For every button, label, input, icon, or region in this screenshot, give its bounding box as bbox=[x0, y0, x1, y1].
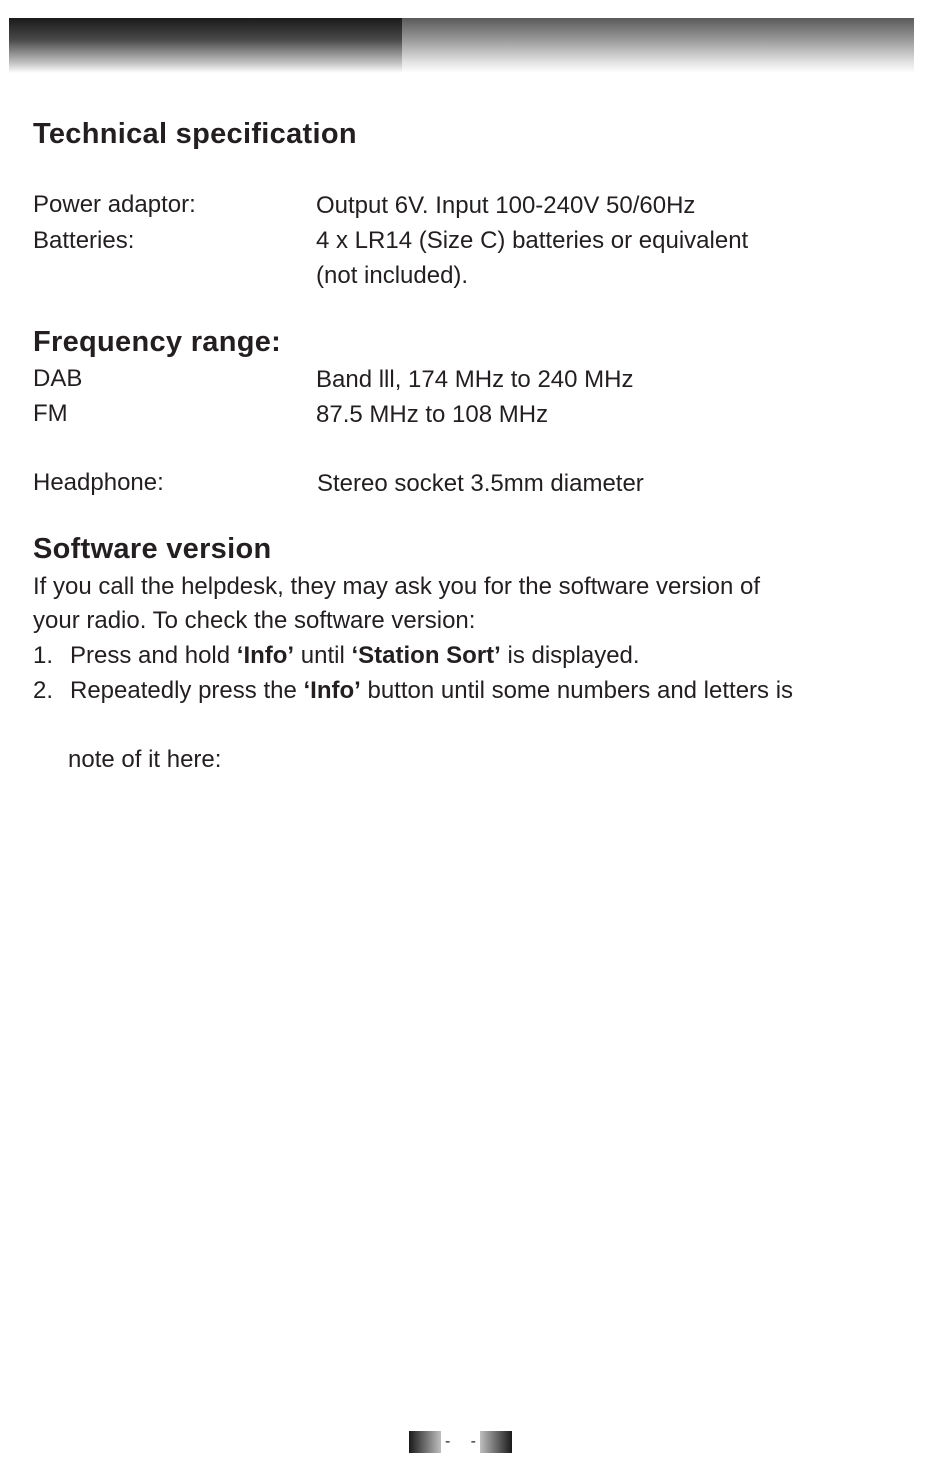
header-bar bbox=[9, 18, 914, 73]
page-number-dash-left: - bbox=[445, 1433, 451, 1450]
step-2-continued: note of it here: bbox=[68, 746, 222, 773]
step-2-text-c: button until some numbers and letters is bbox=[360, 677, 794, 704]
page-number-dash-right: - bbox=[470, 1433, 476, 1450]
step-2-text bbox=[70, 677, 793, 705]
batteries-value-continued: (not included). bbox=[316, 262, 469, 289]
step-1-text bbox=[70, 642, 640, 670]
fm-value: 87.5 MHz to 108 MHz bbox=[316, 401, 549, 428]
step-2-info-key: ‘Info’ bbox=[303, 677, 361, 704]
fm-label: FM bbox=[33, 400, 68, 427]
header-bar-light bbox=[402, 18, 914, 73]
step-1-text-a: Press and hold bbox=[70, 642, 237, 669]
batteries-label: Batteries: bbox=[33, 227, 135, 254]
batteries-value: 4 x LR14 (Size C) batteries or equivalent bbox=[316, 227, 749, 254]
page-number bbox=[409, 1431, 512, 1453]
power-adaptor-label: Power adaptor: bbox=[33, 191, 196, 218]
step-1-number: 1. bbox=[33, 642, 54, 669]
headphone-label: Headphone: bbox=[33, 469, 164, 496]
step-1-text-e: is displayed. bbox=[500, 642, 640, 669]
page-title: Technical specification bbox=[33, 118, 357, 150]
software-intro-line2: your radio. To check the software version: bbox=[33, 607, 476, 634]
headphone-value: Stereo socket 3.5mm diameter bbox=[317, 470, 644, 497]
step-1-text-c: until bbox=[294, 642, 352, 669]
dab-label: DAB bbox=[33, 365, 83, 392]
step-2-text-a: Repeatedly press the bbox=[70, 677, 304, 704]
software-intro-line1: If you call the helpdesk, they may ask you for the software version of bbox=[33, 573, 761, 600]
page-number-right-block bbox=[480, 1431, 512, 1453]
dab-value: Band lll, 174 MHz to 240 MHz bbox=[316, 366, 634, 393]
software-heading: Software version bbox=[33, 533, 272, 565]
header-bar-dark bbox=[9, 18, 402, 73]
step-1-station-sort: ‘Station Sort’ bbox=[351, 642, 501, 669]
frequency-heading: Frequency range: bbox=[33, 326, 282, 358]
step-2-number: 2. bbox=[33, 677, 54, 704]
step-1-info-key: ‘Info’ bbox=[236, 642, 295, 669]
power-adaptor-value: Output 6V. Input 100-240V 50/60Hz bbox=[316, 192, 696, 219]
page-number-left-block bbox=[409, 1431, 441, 1453]
